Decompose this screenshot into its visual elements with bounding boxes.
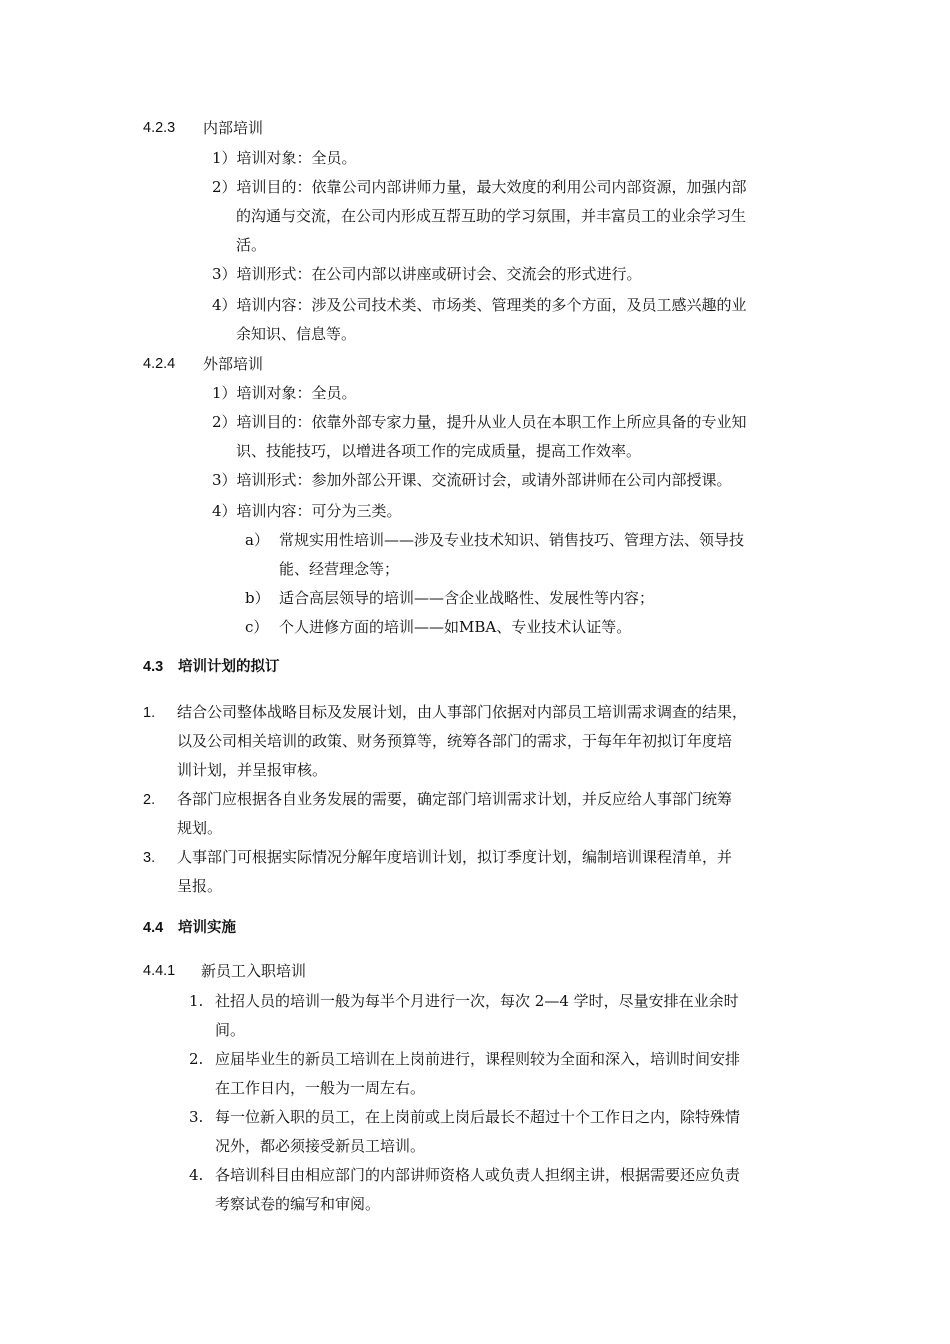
- numbered-item: 各培训科目由相应部门的内部讲师资格人或负责人担纲主讲，根据需要还应负责: [215, 1166, 741, 1184]
- numbered-item: 社招人员的培训一般为每半个月进行一次，每次 2—4 学时，尽量安排在业余时: [215, 992, 739, 1010]
- list-item: 4）培训内容：涉及公司技术类、市场类、管理类的多个方面，及员工感兴趣的业: [212, 296, 747, 314]
- numbered-item: 人事部门可根据实际情况分解年度培训计划，拟订季度计划，编制培训课程清单，并: [177, 848, 733, 866]
- sub-item-marker: b）: [245, 589, 270, 607]
- list-item: 1）培训对象：全员。: [212, 384, 357, 402]
- list-item-continuation: 活。: [236, 236, 267, 254]
- numbered-marker: 4.: [189, 1166, 204, 1184]
- numbered-item-continuation: 在工作日内，一般为一周左右。: [215, 1079, 426, 1097]
- numbered-marker: 1.: [143, 705, 156, 721]
- numbered-item: 应届毕业生的新员工培训在上岗前进行，课程则较为全面和深入，培训时间安排: [215, 1050, 741, 1068]
- numbered-item-continuation: 训计划，并呈报审核。: [177, 761, 328, 779]
- numbered-item-continuation: 规划。: [177, 819, 223, 837]
- numbered-marker: 1.: [189, 992, 204, 1010]
- sub-item: 个人进修方面的培训——如MBA、专业技术认证等。: [279, 618, 632, 636]
- numbered-item-continuation: 况外，都必须接受新员工培训。: [215, 1137, 426, 1155]
- sub-item: 适合高层领导的培训——含企业战略性、发展性等内容；: [279, 589, 655, 607]
- sub-item-marker: c）: [245, 618, 269, 636]
- list-item: 3）培训形式：在公司内部以讲座或研讨会、交流会的形式进行。: [212, 265, 642, 283]
- list-item-continuation: 余知识、信息等。: [236, 325, 357, 343]
- section-title-4-4-1: 新员工入职培训: [201, 962, 307, 980]
- list-item: 2）培训目的：依靠外部专家力量，提升从业人员在本职工作上所应具备的专业知: [212, 413, 747, 431]
- numbered-marker: 2.: [189, 1050, 204, 1068]
- numbered-marker: 3.: [189, 1108, 204, 1126]
- numbered-marker: 2.: [143, 792, 156, 808]
- section-title-4-4: [178, 918, 236, 938]
- list-item: 1）培训对象：全员。: [212, 149, 357, 167]
- section-number-4-2-4: 4.2.4: [143, 356, 176, 372]
- numbered-item: 每一位新入职的员工，在上岗前或上岗后最长不超过十个工作日之内，除特殊情: [215, 1108, 741, 1126]
- section-title-text: 培训计划的拟订: [178, 659, 280, 675]
- numbered-marker: 3.: [143, 850, 156, 866]
- sub-item-marker: a）: [245, 531, 269, 549]
- section-number-4-4: 4.4: [143, 920, 164, 936]
- section-title-4-3: [178, 657, 280, 677]
- section-title-4-2-3: 内部培训: [203, 119, 264, 137]
- list-item: 4）培训内容：可分为三类。: [212, 502, 402, 520]
- numbered-item: 各部门应根据各自业务发展的需要，确定部门培训需求计划，并反应给人事部门统筹: [177, 790, 733, 808]
- sub-item-continuation: 能、经营理念等；: [279, 560, 400, 578]
- section-number-4-4-1: 4.4.1: [143, 963, 176, 979]
- sub-item: 常规实用性培训——涉及专业技术知识、销售技巧、管理方法、领导技: [279, 531, 745, 549]
- section-number-4-2-3: 4.2.3: [143, 120, 176, 136]
- numbered-item-continuation: 以及公司相关培训的政策、财务预算等，统筹各部门的需求，于每年年初拟订年度培: [177, 732, 733, 750]
- numbered-item-continuation: 呈报。: [177, 877, 223, 895]
- list-item: 3）培训形式：参加外部公开课、交流研讨会，或请外部讲师在公司内部授课。: [212, 471, 732, 489]
- section-title-4-2-4: 外部培训: [203, 355, 264, 373]
- section-number-4-3: 4.3: [143, 659, 164, 675]
- numbered-item-continuation: 考察试卷的编写和审阅。: [215, 1195, 381, 1213]
- list-item-continuation: 识、技能技巧，以增进各项工作的完成质量，提高工作效率。: [236, 442, 642, 460]
- numbered-item: 结合公司整体战略目标及发展计划，由人事部门依据对内部员工培训需求调查的结果，: [177, 703, 748, 721]
- numbered-item-continuation: 间。: [215, 1021, 246, 1039]
- list-item: 2）培训目的：依靠公司内部讲师力量，最大效度的利用公司内部资源，加强内部: [212, 178, 747, 196]
- section-title-text: 培训实施: [178, 920, 236, 936]
- list-item-continuation: 的沟通与交流，在公司内形成互帮互助的学习氛围，并丰富员工的业余学习生: [236, 207, 747, 225]
